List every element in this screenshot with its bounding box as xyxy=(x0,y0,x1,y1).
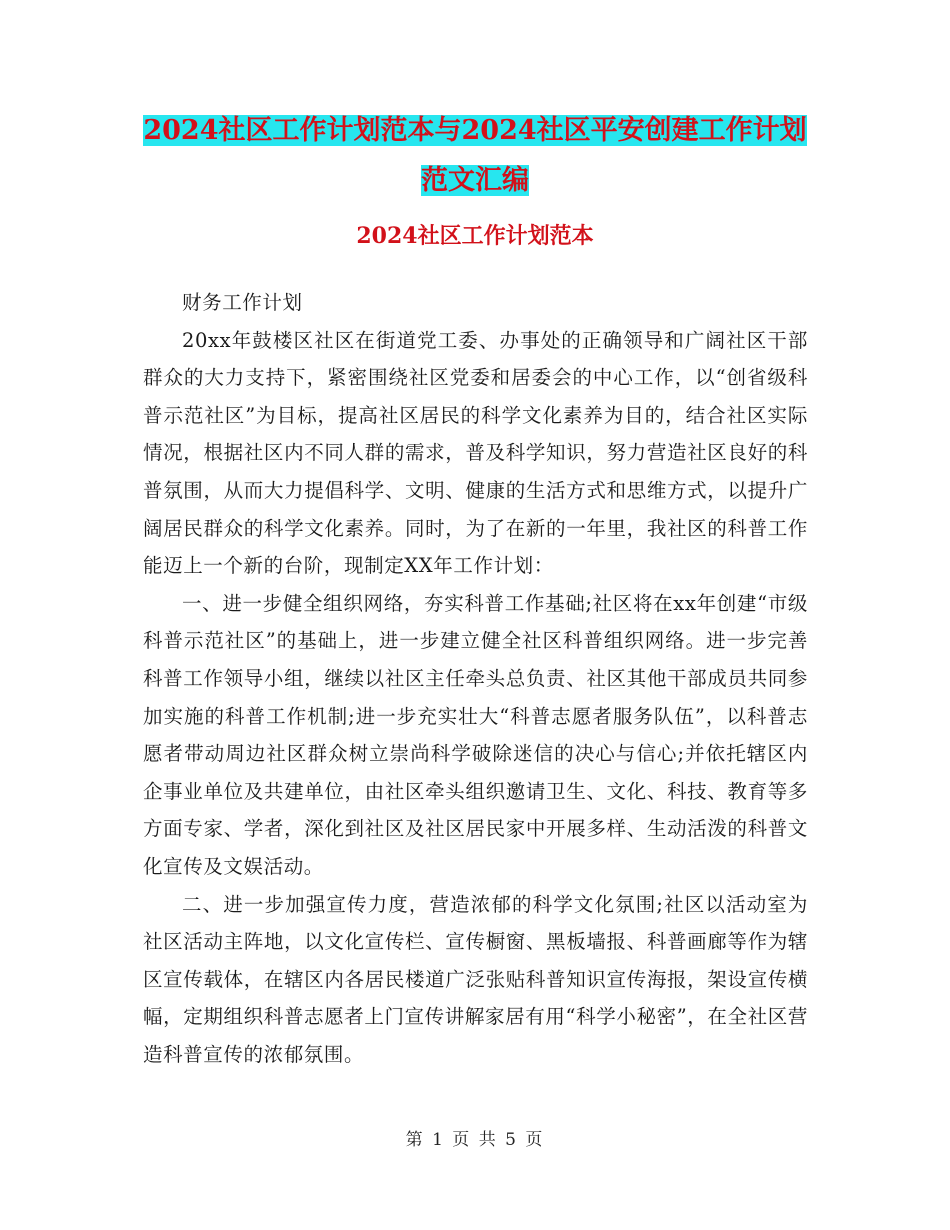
paragraph-heading: 财务工作计划 xyxy=(182,291,303,314)
paragraph: 20xx年鼓楼区社区在街道党工委、办事处的正确领导和广阔社区干部群众的大力支持下，紧密围绕社区党委和居委会的中心工作，以“创省级科普示范社区”为目标，提高社区居民的科学文化素养为目的，结合社区实际情况，根据社区内不同人群的需求，普及科学知识，努力营造社区良好的科普氛围，从而大力提倡科学、文明、健康的生活方式和思维方式，以提升广阔居民群众的科学文化素养。同时，为了在新的一年里，我社区的科普工作能迈上一个新的台阶，现制定XX年工作计划： xyxy=(143,328,808,578)
document-body xyxy=(143,284,808,1073)
document-title xyxy=(140,106,810,206)
paragraph: 二、进一步加强宣传力度，营造浓郁的科学文化氛围;社区以活动室为社区活动主阵地，以文化宣传栏、宣传橱窗、黑板墙报、科普画廊等作为辖区宣传载体，在辖区内各居民楼道广泛张贴科普知识宣传海报，架设宣传横幅，定期组织科普志愿者上门宣传讲解家居有用“科学小秘密”，在全社区营造科普宣传的浓郁氛围。 xyxy=(143,892,808,1066)
page-footer: 第 1 页 共 5 页 xyxy=(405,1130,545,1150)
section-title: 2024社区工作计划范本 xyxy=(356,223,594,249)
paragraph: 一、进一步健全组织网络，夯实科普工作基础;社区将在xx年创建“市级科普示范社区”的基础上，进一步建立健全社区科普组织网络。进一步完善科普工作领导小组，继续以社区主任牵头总负责、社区其他干部成员共同参加实施的科普工作机制;进一步充实壮大“科普志愿者服务队伍”，以科普志愿者带动周边社区群众树立崇尚科学破除迷信的决心与信心;并依托辖区内企事业单位及共建单位，由社区牵头组织邀请卫生、文化、科技、教育等多方面专家、学者，深化到社区及社区居民家中开展多样、生动活泼的科普文化宣传及文娱活动。 xyxy=(143,591,808,878)
document-title-text: 2024社区工作计划范本与2024社区平安创建工作计划范文汇编 xyxy=(143,115,807,196)
